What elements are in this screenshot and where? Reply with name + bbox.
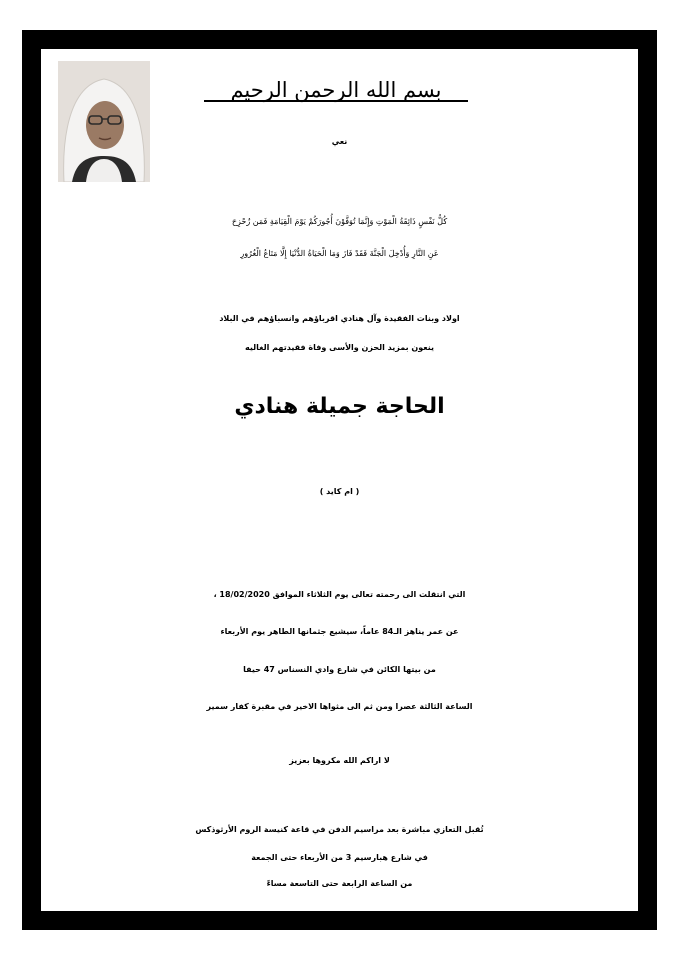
basmala-icon [186, 67, 486, 127]
announcers-line-1: اولاد وبنات الفقيدة وآل هنادي اقرباؤهم وانسباؤهم في البلاد [219, 314, 460, 323]
funeral-time-line: عن عمر يناهز الـ84 عاماً، سيشيع جثمانها الطاهر يوم الأربعاء [220, 627, 459, 636]
burial-place-line: الساعة الثالثة عصرا ومن ثم الى مثواها الاخير في مقبرة كفار سمير [206, 702, 473, 711]
death-date-line: التي انتقلت الى رحمته تعالى يوم الثلاثاء الموافق 18/02/2020 ، [213, 590, 466, 599]
funeral-address-line: من بيتها الكائن في شارع وادي النسناس 47 حيفا [243, 665, 436, 674]
quran-verse-line-1: كُلُّ نَفْسٍ ذَائِقَةُ الْمَوْتِ وَإِنَّمَا تُوَفَّوْنَ أُجُورَكُمْ يَوْمَ الْقِيَامَةِ فَمَن زُحْزِحَ [231, 217, 448, 226]
announcers-line-2: ينعون بمزيد الحزن والأسى وفاة فقيدتهم الغاليه [244, 343, 435, 352]
svg-text:بسم الله الرحمن الرحيم: بسم الله الرحمن الرحيم [230, 78, 442, 102]
condolences-line-3: من الساعة الرابعة حتى التاسعة مساءً [266, 879, 413, 888]
obituary-card [41, 49, 638, 911]
condolences-line-1: تُقبل التعازي مباشرة بعد مراسيم الدفن في قاعة كنيسة الروم الأرثوذكس [195, 825, 484, 834]
condolences-line-2: في شارع هبارسيم 3 من الأربعاء حتى الجمعة [251, 853, 428, 862]
deceased-name: الحاجة جميلة هنادي [234, 394, 445, 419]
condolence-prayer: لا اراكم الله مكروها بعزيز [289, 756, 390, 765]
portrait-image [58, 61, 150, 182]
deceased-photo [58, 61, 150, 182]
basmala-calligraphy [186, 67, 486, 127]
quran-verse-line-2: عَنِ النَّارِ وَأُدْخِلَ الْجَنَّةَ فَقَدْ فَازَ وَمَا الْحَيَاةُ الدُّنْيَا إِلَّا مَتَاعُ الْغُرُورِ [240, 249, 439, 258]
deceased-kunya: ( ام كايد ) [319, 487, 360, 496]
obituary-title: نعي [331, 137, 348, 146]
